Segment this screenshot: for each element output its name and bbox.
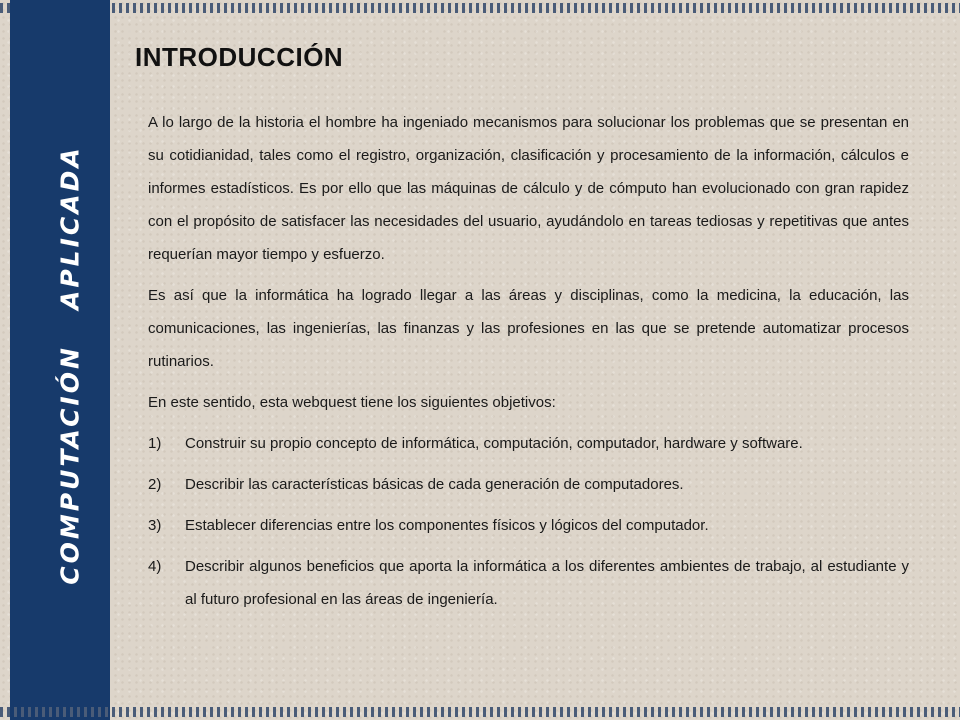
- sidebar: [10, 0, 110, 720]
- objective-number: 4): [148, 558, 162, 575]
- objectives-intro: En este sentido, esta webquest tiene los siguientes objetivos:: [148, 394, 556, 411]
- page-title: INTRODUCCIÓN: [135, 42, 344, 72]
- objective-item: [148, 550, 909, 616]
- objective-number: 2): [148, 476, 162, 493]
- sidebar-title: COMPUTACIÓN APLICADA: [55, 145, 85, 585]
- top-border-decoration: [0, 3, 960, 13]
- objective-text: Describir algunos beneficios que aporta la informática a los diferentes ambientes de trabajo, al estudiante y al futuro profesional en las áreas de ingeniería.: [185, 558, 909, 608]
- objective-item: [148, 468, 909, 501]
- objective-text: Construir su propio concepto de informática, computación, computador, hardware y software.: [185, 435, 803, 452]
- objective-item: [148, 427, 909, 460]
- areas-paragraph: Es así que la informática ha logrado llegar a las áreas y disciplinas, como la medicina, la educación, las comunicaciones, las ingenierías, las finanzas y las profesiones en las que se pretende automatizar procesos rutinarios.: [148, 287, 909, 370]
- objective-number: 3): [148, 517, 162, 534]
- objective-text: Establecer diferencias entre los componentes físicos y lógicos del computador.: [185, 517, 709, 534]
- bottom-border-decoration: [0, 707, 960, 717]
- intro-paragraph: A lo largo de la historia el hombre ha ingeniado mecanismos para solucionar los problemas que se presentan en su cotidianidad, tales como el registro, organización, clasificación y procesamiento de la información, cálculos e informes estadísticos. Es por ello que las máquinas de cálculo y de cómputo han evolucionado con gran rapidez con el propósito de satisfacer las necesidades del usuario, ayudándolo en tareas tediosas y repetitivas que antes requerían mayor tiempo y esfuerzo.: [148, 114, 909, 263]
- objective-text: Describir las características básicas de cada generación de computadores.: [185, 476, 684, 493]
- objective-item: [148, 509, 909, 542]
- objectives-list: [148, 427, 909, 616]
- content-body: [148, 106, 909, 624]
- objective-number: 1): [148, 435, 162, 452]
